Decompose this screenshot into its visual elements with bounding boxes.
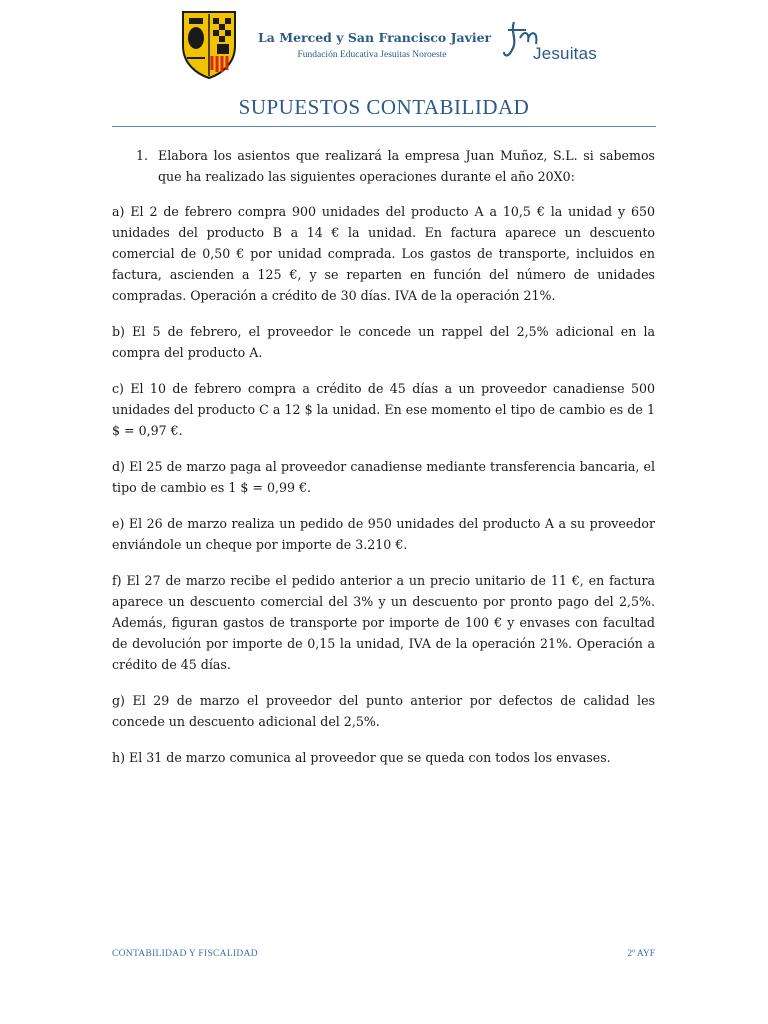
school-name: La Merced y San Francisco Javier <box>258 30 492 45</box>
footer-course: 2º AYF <box>627 949 655 959</box>
jesuitas-wordmark: Jesuitas <box>533 44 597 63</box>
operation-g: g) El 29 de marzo el proveedor del punto anterior por defectos de calidad les concede un descuento adicional del 2,5%. <box>112 693 655 729</box>
operation-b: b) El 5 de febrero, el proveedor le concede un rappel del 2,5% adicional en la compra del producto A. <box>112 324 655 360</box>
footer-subject: CONTABILIDAD Y FISCALIDAD <box>112 949 258 959</box>
operation-d: d) El 25 de marzo paga al proveedor canadiense mediante transferencia bancaria, el tipo de cambio es 1 $ = 0,99 €. <box>112 459 655 495</box>
foundation-name: Fundación Educativa Jesuitas Noroeste <box>297 50 447 60</box>
exercise-body <box>112 145 655 783</box>
title-divider <box>112 126 656 127</box>
operation-e: e) El 26 de marzo realiza un pedido de 950 unidades del producto A a su proveedor enviándole un cheque por importe de 3.210 €. <box>112 516 655 552</box>
operation-a: a) El 2 de febrero compra 900 unidades del producto A a 10,5 € la unidad y 650 unidades del producto B a 14 € la unidad. En factura aparece un descuento comercial de 0,50 € por unidad comprada. Los gastos de transporte, incluidos en factura, ascienden a 125 €, y se reparten en función del número de unidades compradas. Operación a crédito de 30 días. IVA de la operación 21%. <box>112 204 655 303</box>
operation-c: c) El 10 de febrero compra a crédito de 45 días a un proveedor canadiense 500 unidades del producto C a 12 $ la unidad. En ese momento el tipo de cambio es de 1 $ = 0,97 €. <box>112 381 655 438</box>
school-crest-icon <box>179 8 239 80</box>
exercise-intro-text: Elabora los asientos que realizará la empresa Juan Muñoz, S.L. si sabemos que ha realizado las siguientes operaciones durante el año 20X0: <box>158 148 655 184</box>
operation-h: h) El 31 de marzo comunica al proveedor que se queda con todos los envases. <box>112 750 611 765</box>
page-title: SUPUESTOS CONTABILIDAD <box>238 95 530 119</box>
operation-f: f) El 27 de marzo recibe el pedido anterior a un precio unitario de 11 €, en factura aparece un descuento comercial del 3% y un descuento por pronto pago del 2,5%. Además, figuran gastos de transporte por importe de 100 € y envases con facultad de devolución por importe de 0,15 la unidad, IVA de la operación 21%. Operación a crédito de 45 días. <box>112 573 655 672</box>
exercise-number: 1. <box>136 148 149 163</box>
page-header <box>0 0 768 90</box>
exercise-intro <box>112 145 655 187</box>
